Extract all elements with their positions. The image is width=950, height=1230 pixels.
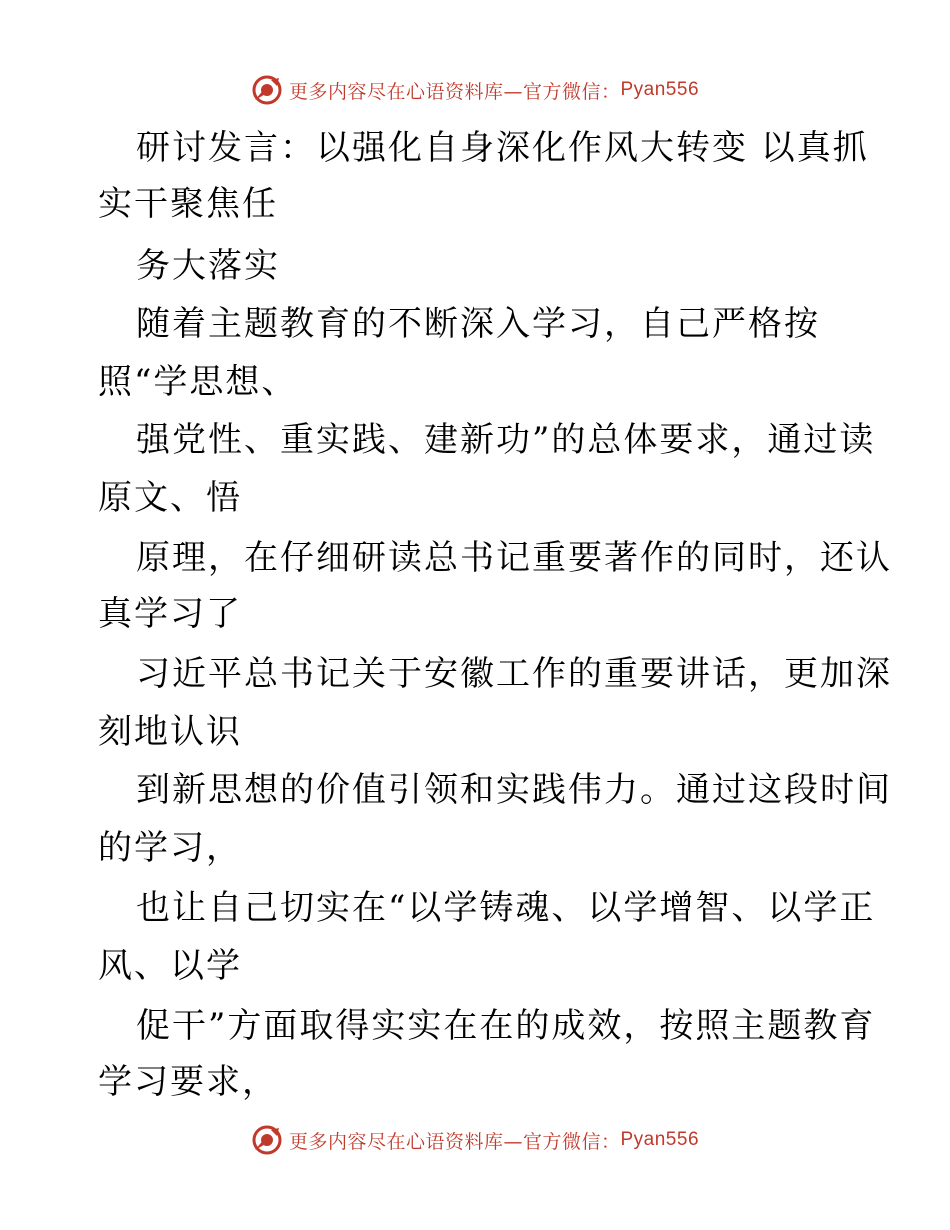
text-line: 真学习了 — [98, 594, 242, 634]
text-line: 风、以学 — [98, 946, 242, 986]
wechat-id: Pyan556 — [620, 79, 700, 100]
text-line: 强党性、重实践、建新功”的总体要求，通过读 — [136, 420, 876, 460]
text-line: 学习要求， — [98, 1062, 278, 1102]
text-line: 实干聚焦任 — [98, 184, 278, 224]
text-line: 到新思想的价值引领和实践伟力。通过这段时间 — [136, 770, 892, 810]
text-line: 也让自己切实在“以学铸魂、以学增智、以学正 — [136, 888, 876, 928]
text-line: 的学习， — [98, 828, 242, 868]
text-line: 刻地认识 — [98, 712, 242, 752]
banner-text: 更多内容尽在心语资料库—官方微信： — [288, 80, 621, 103]
wechat-id: Pyan556 — [620, 1129, 700, 1150]
text-line: 原文、悟 — [98, 478, 242, 518]
banner-text: 更多内容尽在心语资料库—官方微信： — [288, 1130, 621, 1153]
text-line: 务大落实 — [136, 246, 280, 286]
text-line: 照“学思想、 — [98, 362, 298, 402]
text-line: 随着主题教育的不断深入学习，自己严格按 — [136, 304, 820, 344]
text-line: 研讨发言：以强化自身深化作风大转变 以真抓 — [136, 128, 869, 168]
footer-banner — [0, 1120, 950, 1160]
text-line: 促干”方面取得实实在在的成效，按照主题教育 — [136, 1006, 876, 1046]
seal-logo-icon — [251, 1124, 283, 1156]
header-banner — [0, 70, 950, 110]
seal-logo-icon — [251, 74, 283, 106]
text-line: 原理，在仔细研读总书记重要著作的同时，还认 — [136, 538, 892, 578]
text-line: 习近平总书记关于安徽工作的重要讲话，更加深 — [136, 654, 892, 694]
